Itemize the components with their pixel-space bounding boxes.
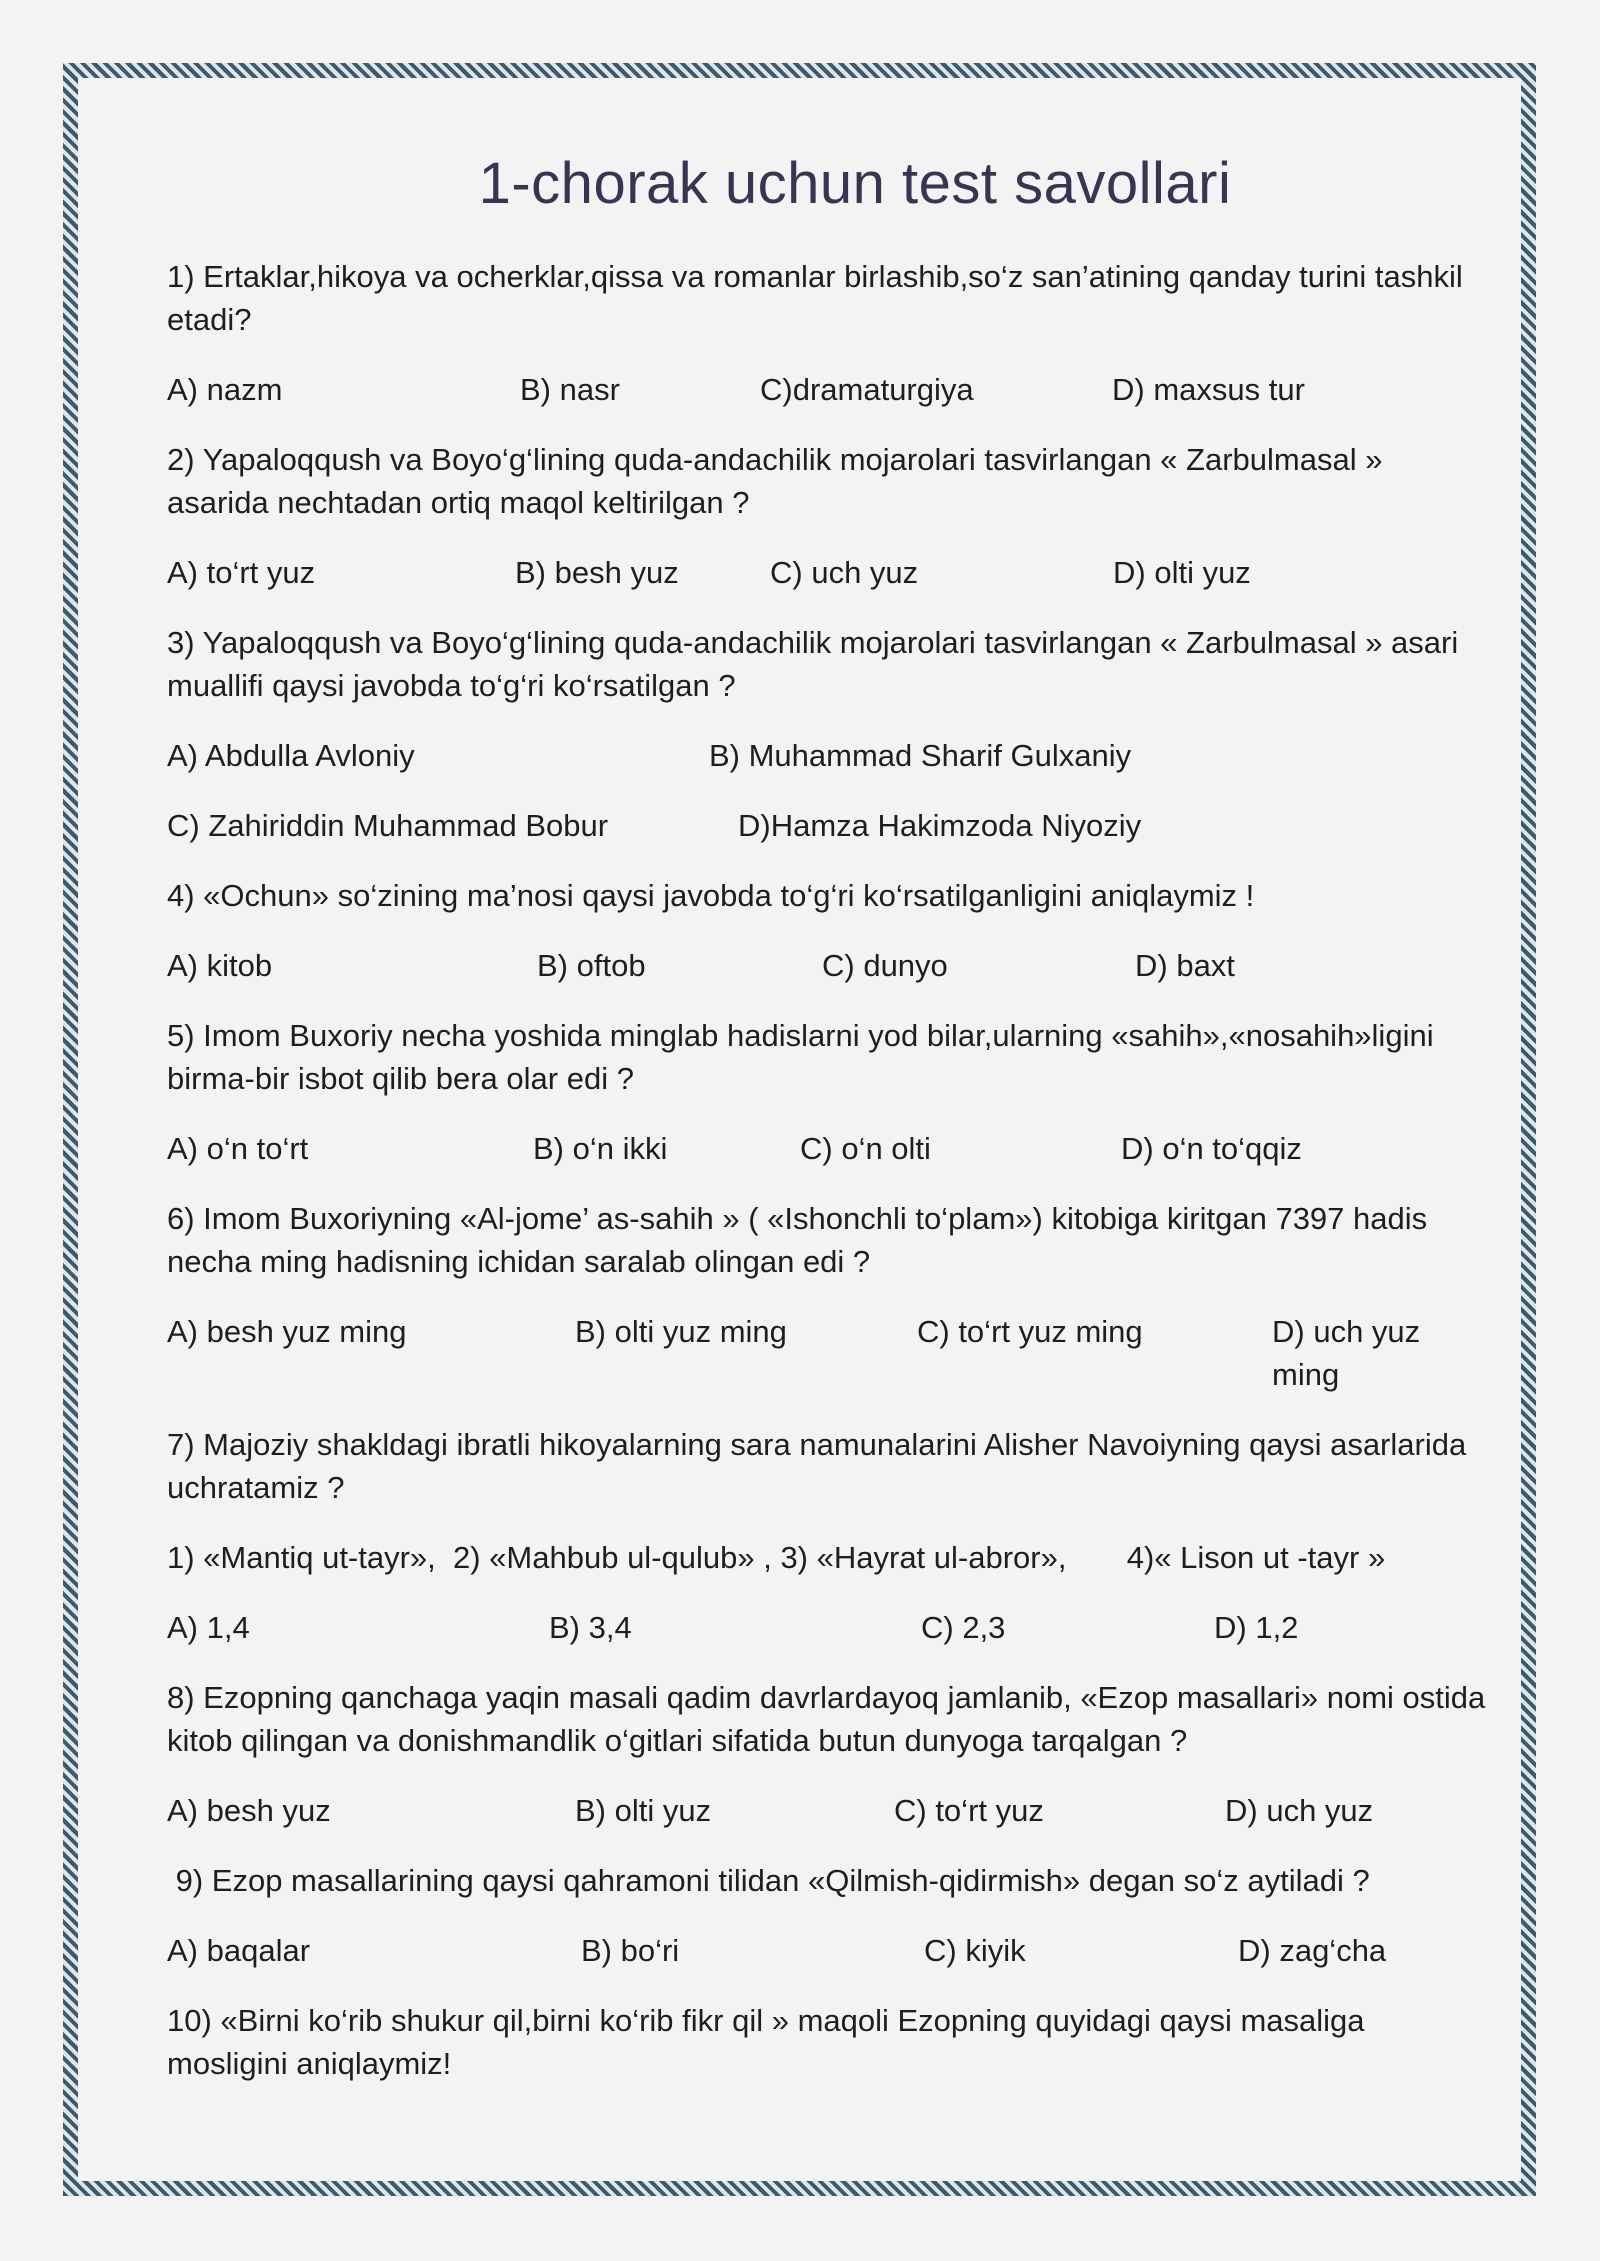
option-d: D) uch yuz (1225, 1793, 1374, 1828)
option-b: B) Muhammad Sharif Gulxaniy (709, 738, 1132, 773)
option-d: D) 1,2 (1214, 1610, 1299, 1645)
question-1-options (167, 368, 1487, 411)
option-a: A) baqalar (167, 1933, 311, 1968)
question-9-options (167, 1929, 1487, 1972)
option-c: C) to‘rt yuz ming (917, 1314, 1143, 1349)
option-a: A) 1,4 (167, 1610, 250, 1645)
option-b: B) besh yuz (515, 555, 679, 590)
option-a: A) Abdulla Avloniy (167, 738, 415, 773)
question-4-options (167, 944, 1487, 987)
question-10: 10) «Birni ko‘rib shukur qil,birni ko‘rib fikr qil » maqoli Ezopning quyidagi qaysi masaliga mosligini aniqlaymiz! (167, 2003, 1365, 2081)
question-list (167, 255, 1487, 2112)
option-a: A) nazm (167, 372, 283, 407)
question-3-options-row-1 (167, 734, 1487, 777)
question-7-options (167, 1606, 1487, 1649)
option-c: C) o‘n olti (800, 1131, 931, 1166)
option-c: C)dramaturgiya (760, 372, 974, 407)
option-d: D) o‘n to‘qqiz (1121, 1131, 1302, 1166)
option-b: B) o‘n ikki (533, 1131, 668, 1166)
option-d: D) baxt (1135, 948, 1235, 983)
option-c: C) Zahiriddin Muhammad Bobur (167, 808, 609, 843)
option-b: B) 3,4 (549, 1610, 632, 1645)
option-b: B) bo‘ri (581, 1933, 680, 1968)
option-c: C) kiyik (924, 1933, 1026, 1968)
question-5: 5) Imom Buxoriy necha yoshida minglab hadislarni yod bilar,ularning «sahih»,«nosahih»ligini birma-bir isbot qilib bera olar edi ? (167, 1018, 1434, 1096)
question-6: 6) Imom Buxoriyning «Al-jome’ as-sahih » ( «Ishonchli to‘plam») kitobiga kiritgan 7397 hadis necha ming hadisning ichidan saralab olingan edi ? (167, 1201, 1428, 1279)
question-6-options: A) besh yuz ming B) olti yuz ming C) to‘rt yuz ming D) uch yuz ming (167, 1310, 1487, 1353)
question-8: 8) Ezopning qanchaga yaqin masali qadim davrlardayoq jamlanib, «Ezop masallari» nomi ostida kitob qilingan va donishmandlik o‘gitlari sifatida butun dunyoga tarqalgan ? (167, 1680, 1486, 1758)
question-1: 1) Ertaklar,hikoya va ocherklar,qissa va romanlar birlashib,so‘z san’atining qanday turini tashkil etadi? (167, 259, 1463, 337)
option-a: A) besh yuz ming (167, 1314, 407, 1349)
question-7-work-list: 1) «Mantiq ut-tayr», 2) «Mahbub ul-qulub» , 3) «Hayrat ul-abror», 4)« Lison ut -tayr » (167, 1540, 1386, 1575)
question-2: 2) Yapaloqqush va Boyo‘g‘lining quda-andachilik mojarolari tasvirlangan « Zarbulmasal » asarida nechtadan ortiq maqol keltirilgan ? (167, 442, 1383, 520)
option-a: A) o‘n to‘rt (167, 1131, 309, 1166)
option-d: D) olti yuz (1113, 555, 1251, 590)
question-5-options (167, 1127, 1487, 1170)
question-7: 7) Majoziy shakldagi ibratli hikoyalarning sara namunalarini Alisher Navoiyning qaysi asarlarida uchratamiz ? (167, 1427, 1467, 1505)
question-4: 4) «Ochun» so‘zining ma’nosi qaysi javobda to‘g‘ri ko‘rsatilganligini aniqlaymiz ! (167, 878, 1255, 913)
option-b: B) olti yuz ming (575, 1314, 787, 1349)
page-title: 1-chorak uchun test savollari (478, 151, 1232, 216)
option-d: D)Hamza Hakimzoda Niyoziy (738, 808, 1142, 843)
option-a: A) kitob (167, 948, 273, 983)
question-9: 9) Ezop masallarining qaysi qahramoni tilidan «Qilmish-qidirmish» degan so‘z aytiladi ? (167, 1863, 1370, 1898)
question-3-options-row-2 (167, 804, 1487, 847)
option-c: C) to‘rt yuz (894, 1793, 1044, 1828)
option-c: C) uch yuz (770, 555, 919, 590)
option-a: A) to‘rt yuz (167, 555, 316, 590)
question-8-options (167, 1789, 1487, 1832)
option-b: B) nasr (520, 372, 620, 407)
question-3: 3) Yapaloqqush va Boyo‘g‘lining quda-andachilik mojarolari tasvirlangan « Zarbulmasal » asari muallifi qaysi javobda to‘g‘ri ko‘rsatilgan ? (167, 625, 1459, 703)
option-d: D) maxsus tur (1112, 372, 1305, 407)
question-2-options (167, 551, 1487, 594)
option-b: B) oftob (537, 948, 646, 983)
option-c: C) 2,3 (921, 1610, 1006, 1645)
option-b: B) olti yuz (575, 1793, 712, 1828)
option-a: A) besh yuz (167, 1793, 331, 1828)
option-c: C) dunyo (822, 948, 948, 983)
option-d: D) zag‘cha (1238, 1933, 1387, 1968)
